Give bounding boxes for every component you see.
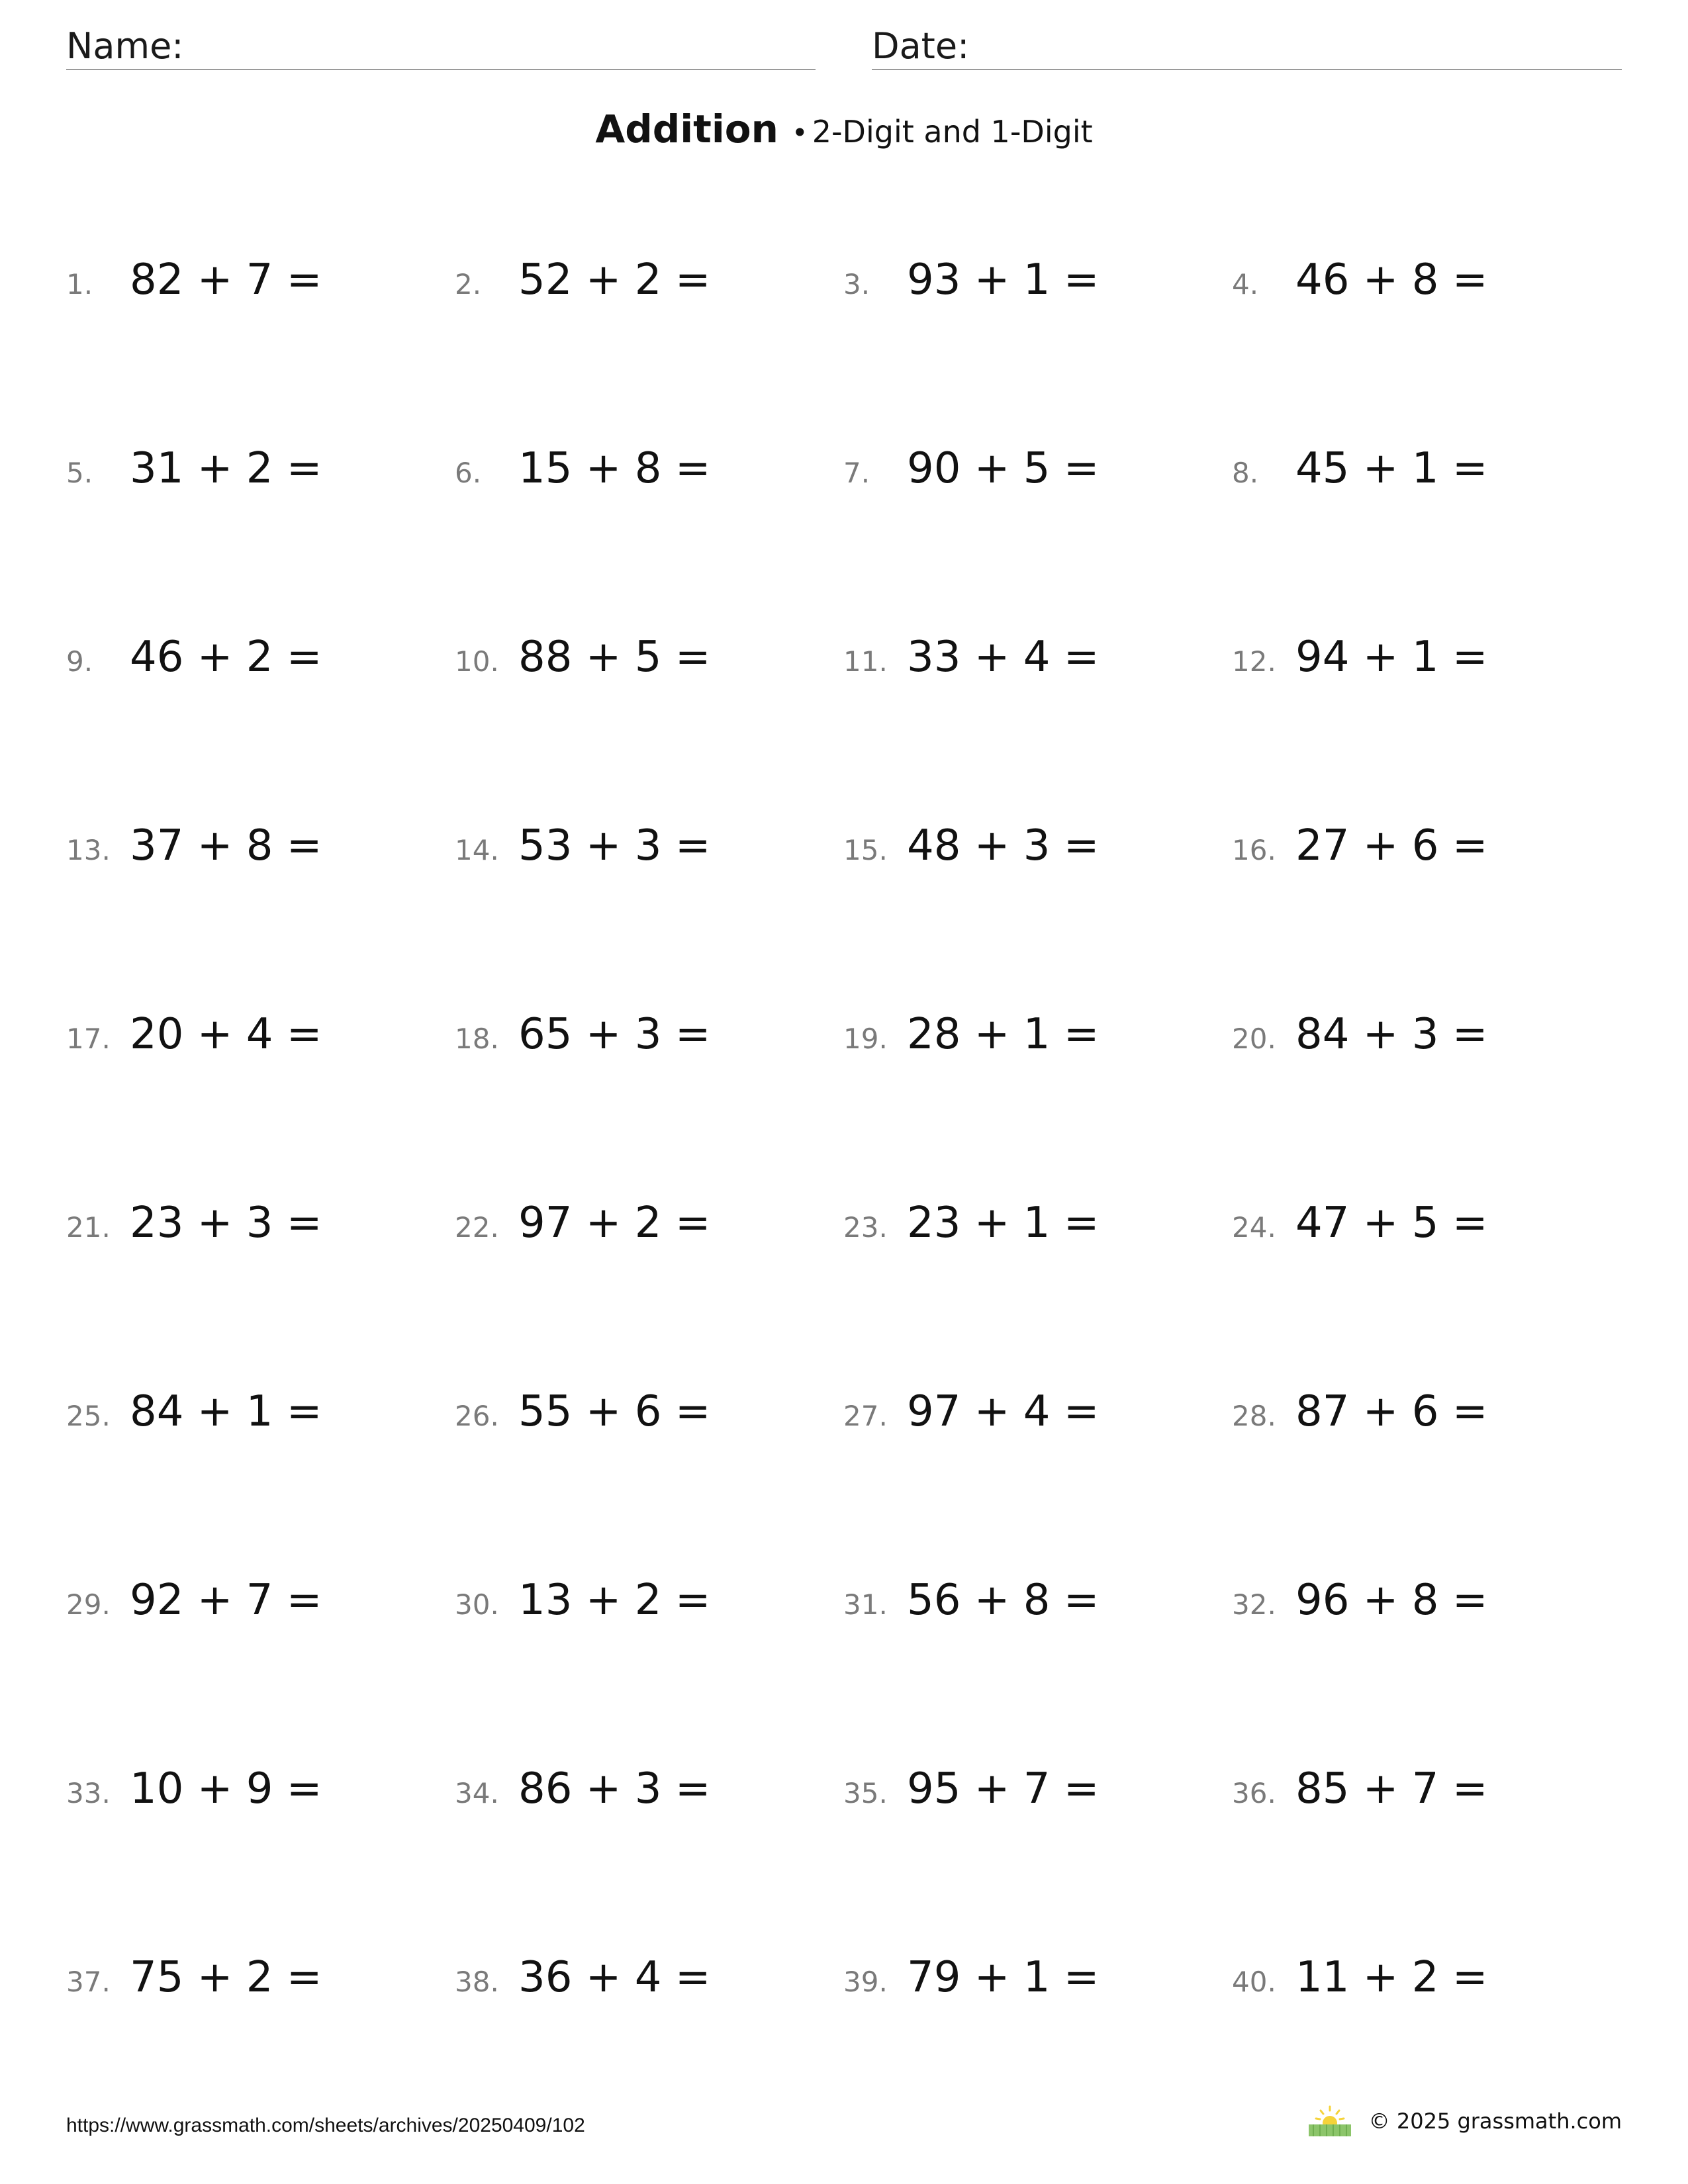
- problem-number: 4.: [1232, 268, 1259, 300]
- problem-expression: 36 + 4 =: [518, 1953, 711, 2002]
- problem-number: 35.: [843, 1777, 888, 1809]
- problem-item: [1232, 1010, 1620, 1083]
- problem-expression: 46 + 2 =: [130, 633, 322, 682]
- problem-number: 24.: [1232, 1211, 1276, 1244]
- problem-item: [455, 1199, 843, 1271]
- problem-expression: 90 + 5 =: [907, 444, 1100, 493]
- problem-item: [66, 444, 455, 517]
- problem-number: 3.: [843, 268, 870, 300]
- problem-expression: 93 + 1 =: [907, 255, 1100, 304]
- problem-grid: [66, 255, 1622, 2142]
- problem-item: [455, 1764, 843, 1837]
- footer-url[interactable]: https://www.grassmath.com/sheets/archives/20250409/102: [66, 2115, 585, 2136]
- problem-number: 9.: [66, 645, 93, 678]
- problem-item: [66, 1199, 455, 1271]
- problem-expression: 31 + 2 =: [130, 444, 322, 493]
- problem-expression: 23 + 1 =: [907, 1199, 1100, 1248]
- problem-item: [1232, 255, 1620, 328]
- problem-item: [1232, 444, 1620, 517]
- problem-number: 1.: [66, 268, 93, 300]
- title-bullet: •: [791, 116, 808, 149]
- problem-item: [843, 1953, 1232, 2026]
- problem-expression: 86 + 3 =: [518, 1764, 711, 1813]
- problem-number: 22.: [455, 1211, 499, 1244]
- worksheet-title: [0, 103, 1688, 165]
- problem-number: 34.: [455, 1777, 499, 1809]
- problem-number: 12.: [1232, 645, 1276, 678]
- title-subtitle: 2-Digit and 1-Digit: [812, 114, 1093, 150]
- problem-item: [66, 1010, 455, 1083]
- problem-number: 8.: [1232, 457, 1259, 489]
- problem-number: 37.: [66, 1966, 111, 1998]
- date-field[interactable]: [872, 24, 1622, 70]
- problem-item: [843, 1764, 1232, 1837]
- problem-expression: 75 + 2 =: [130, 1953, 322, 2002]
- problem-number: 23.: [843, 1211, 888, 1244]
- problem-expression: 27 + 6 =: [1295, 821, 1488, 870]
- problem-expression: 20 + 4 =: [130, 1010, 322, 1059]
- problem-number: 5.: [66, 457, 93, 489]
- problem-item: [66, 1387, 455, 1460]
- problem-expression: 92 + 7 =: [130, 1576, 322, 1625]
- problem-number: 29.: [66, 1588, 111, 1621]
- problem-item: [1232, 821, 1620, 894]
- problem-item: [1232, 633, 1620, 705]
- problem-expression: 52 + 2 =: [518, 255, 711, 304]
- problem-expression: 96 + 8 =: [1295, 1576, 1488, 1625]
- problem-expression: 37 + 8 =: [130, 821, 322, 870]
- problem-item: [66, 821, 455, 894]
- problem-item: [1232, 1764, 1620, 1837]
- problem-number: 13.: [66, 834, 111, 866]
- problem-number: 26.: [455, 1400, 499, 1432]
- problem-item: [455, 1010, 843, 1083]
- problem-number: 30.: [455, 1588, 499, 1621]
- problem-expression: 46 + 8 =: [1295, 255, 1488, 304]
- problem-expression: 95 + 7 =: [907, 1764, 1100, 1813]
- problem-expression: 56 + 8 =: [907, 1576, 1100, 1625]
- problem-expression: 53 + 3 =: [518, 821, 711, 870]
- problem-expression: 97 + 2 =: [518, 1199, 711, 1248]
- problem-expression: 48 + 3 =: [907, 821, 1100, 870]
- problem-item: [843, 1010, 1232, 1083]
- problem-number: 15.: [843, 834, 888, 866]
- title-main: Addition: [595, 107, 778, 152]
- name-field[interactable]: [66, 24, 816, 70]
- copyright-text: © 2025 grassmath.com: [1368, 2109, 1622, 2134]
- problem-number: 10.: [455, 645, 499, 678]
- sun-grass-logo-icon: [1307, 2105, 1353, 2138]
- problem-item: [66, 1764, 455, 1837]
- problem-number: 39.: [843, 1966, 888, 1998]
- problem-item: [843, 633, 1232, 705]
- problem-expression: 82 + 7 =: [130, 255, 322, 304]
- problem-item: [843, 1576, 1232, 1649]
- problem-number: 18.: [455, 1023, 499, 1055]
- problem-expression: 88 + 5 =: [518, 633, 711, 682]
- problem-item: [455, 1953, 843, 2026]
- problem-number: 16.: [1232, 834, 1276, 866]
- problem-expression: 55 + 6 =: [518, 1387, 711, 1436]
- problem-item: [455, 821, 843, 894]
- problem-expression: 15 + 8 =: [518, 444, 711, 493]
- problem-expression: 79 + 1 =: [907, 1953, 1100, 2002]
- problem-expression: 84 + 1 =: [130, 1387, 322, 1436]
- problem-item: [843, 444, 1232, 517]
- problem-number: 11.: [843, 645, 888, 678]
- problem-number: 27.: [843, 1400, 888, 1432]
- problem-expression: 94 + 1 =: [1295, 633, 1488, 682]
- problem-number: 21.: [66, 1211, 111, 1244]
- problem-expression: 87 + 6 =: [1295, 1387, 1488, 1436]
- problem-item: [455, 444, 843, 517]
- problem-expression: 28 + 1 =: [907, 1010, 1100, 1059]
- problem-expression: 65 + 3 =: [518, 1010, 711, 1059]
- problem-item: [1232, 1387, 1620, 1460]
- problem-expression: 33 + 4 =: [907, 633, 1100, 682]
- problem-number: 36.: [1232, 1777, 1276, 1809]
- problem-item: [843, 1387, 1232, 1460]
- problem-expression: 84 + 3 =: [1295, 1010, 1488, 1059]
- problem-expression: 13 + 2 =: [518, 1576, 711, 1625]
- problem-item: [1232, 1576, 1620, 1649]
- problem-number: 38.: [455, 1966, 499, 1998]
- problem-expression: 23 + 3 =: [130, 1199, 322, 1248]
- problem-item: [66, 255, 455, 328]
- problem-item: [66, 1576, 455, 1649]
- problem-expression: 97 + 4 =: [907, 1387, 1100, 1436]
- problem-item: [455, 1387, 843, 1460]
- problem-item: [843, 255, 1232, 328]
- problem-item: [455, 1576, 843, 1649]
- problem-expression: 10 + 9 =: [130, 1764, 322, 1813]
- problem-number: 40.: [1232, 1966, 1276, 1998]
- problem-item: [66, 633, 455, 705]
- problem-item: [843, 1199, 1232, 1271]
- problem-number: 17.: [66, 1023, 111, 1055]
- problem-number: 2.: [455, 268, 482, 300]
- problem-number: 6.: [455, 457, 482, 489]
- problem-item: [66, 1953, 455, 2026]
- problem-expression: 85 + 7 =: [1295, 1764, 1488, 1813]
- problem-item: [455, 255, 843, 328]
- problem-item: [1232, 1199, 1620, 1271]
- problem-expression: 45 + 1 =: [1295, 444, 1488, 493]
- problem-number: 32.: [1232, 1588, 1276, 1621]
- problem-number: 14.: [455, 834, 499, 866]
- problem-number: 31.: [843, 1588, 888, 1621]
- problem-expression: 11 + 2 =: [1295, 1953, 1488, 2002]
- problem-number: 28.: [1232, 1400, 1276, 1432]
- footer-branding: [1307, 2105, 1622, 2138]
- problem-number: 25.: [66, 1400, 111, 1432]
- name-label: Name:: [66, 25, 184, 67]
- problem-item: [1232, 1953, 1620, 2026]
- problem-item: [455, 633, 843, 705]
- problem-number: 7.: [843, 457, 870, 489]
- problem-number: 33.: [66, 1777, 111, 1809]
- problem-number: 19.: [843, 1023, 888, 1055]
- problem-number: 20.: [1232, 1023, 1276, 1055]
- date-label: Date:: [872, 25, 970, 67]
- problem-expression: 47 + 5 =: [1295, 1199, 1488, 1248]
- problem-item: [843, 821, 1232, 894]
